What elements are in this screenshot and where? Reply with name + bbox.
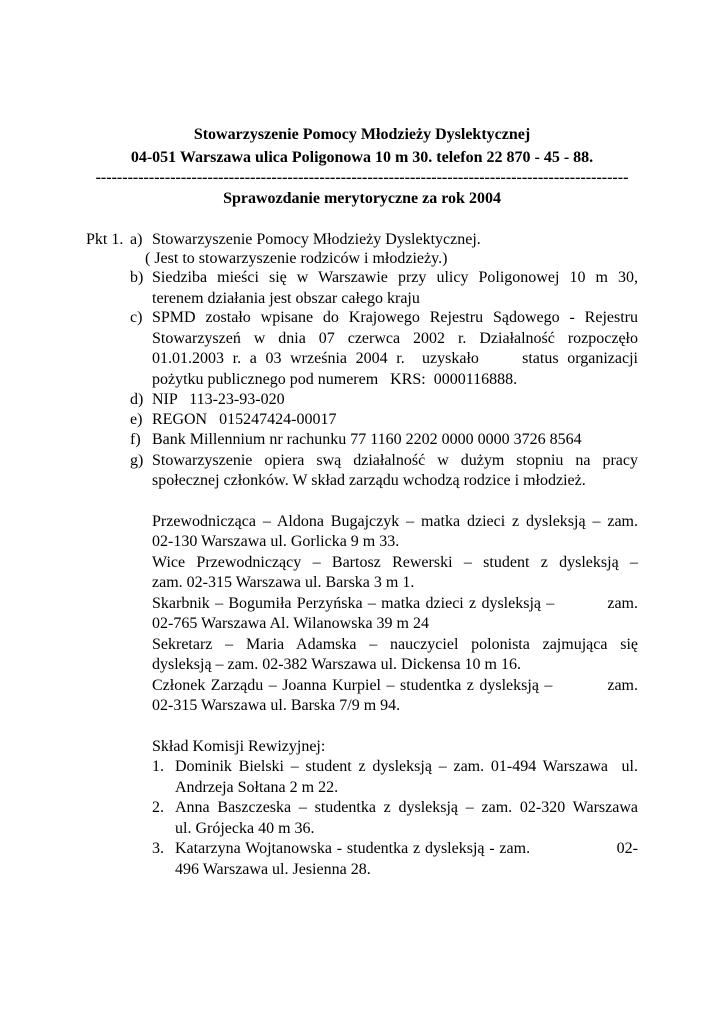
- org-name: Stowarzyszenie Pomocy Młodzieży Dyslektycznej: [193, 126, 531, 143]
- item-b-label: b): [130, 269, 144, 286]
- board-line-9: Członek Zarządu – Joanna Kurpiel – studentka z dysleksją – zam.: [152, 677, 638, 694]
- audit-item-1-num: 1.: [152, 758, 164, 775]
- audit-item-2-num: 2.: [152, 799, 164, 816]
- item-c-line4: pożytku publicznego pod numerem KRS: 0000116888.: [152, 371, 518, 388]
- org-address: 04-051 Warszawa ulica Poligonowa 10 m 30. telefon 22 870 - 45 - 88.: [130, 149, 594, 166]
- item-b-line2: terenem działania jest obszar całego kraju: [152, 290, 420, 307]
- board-line-5: Skarbnik – Bogumiła Perzyńska – matka dzieci z dysleksją – zam.: [152, 595, 638, 612]
- pkt-prefix: Pkt 1.: [86, 231, 124, 248]
- audit-item-2-line1: Anna Baszczeska – studentka z dysleksją – zam. 02-320 Warszawa: [175, 799, 638, 816]
- audit-item-1-line1: Dominik Bielski – student z dysleksją – zam. 01-494 Warszawa ul.: [175, 758, 638, 775]
- audit-item-1-line2: Andrzeja Sołtana 2 m 22.: [175, 779, 339, 796]
- item-c-line2: Stowarzyszeń w dnia 07 czerwca 2002 r. Działalność rozpoczęło: [152, 330, 638, 347]
- item-f-line1: Bank Millennium nr rachunku 77 1160 2202 0000 0000 3726 8564: [152, 431, 582, 448]
- item-e-line1: REGON 015247424-00017: [152, 411, 337, 428]
- board-line-8: dysleksją – zam. 02-382 Warszawa ul. Dickensa 10 m 16.: [152, 656, 521, 673]
- report-title: Sprawozdanie merytoryczne za rok 2004: [223, 190, 501, 207]
- item-e-label: e): [130, 411, 143, 428]
- board-line-3: Wice Przewodniczący – Bartosz Rewerski – student z dysleksją –: [152, 554, 638, 571]
- separator-line: ----------------------------------------------------------------------------------------------------: [95, 169, 629, 186]
- audit-item-3-num: 3.: [152, 840, 164, 857]
- item-c-label: c): [130, 309, 143, 326]
- item-d-line1: NIP 113-23-93-020: [152, 391, 285, 408]
- audit-item-2-line2: ul. Grójecka 40 m 36.: [175, 820, 315, 837]
- item-g-label: g): [130, 452, 144, 469]
- audit-heading: Skład Komisji Rewizyjnej:: [152, 738, 326, 755]
- audit-item-3-line1: Katarzyna Wojtanowska - studentka z dysleksją - zam. 02-: [175, 840, 638, 857]
- board-line-2: 02-130 Warszawa ul. Gorlicka 9 m 33.: [152, 533, 400, 550]
- item-d-label: d): [130, 391, 144, 408]
- audit-item-3-line2: 496 Warszawa ul. Jesienna 28.: [175, 861, 371, 878]
- board-line-1: Przewodnicząca – Aldona Bugajczyk – matka dzieci z dysleksją – zam.: [152, 513, 638, 530]
- item-g-line1: Stowarzyszenie opiera swą działalność w dużym stopniu na pracy: [152, 452, 638, 469]
- board-line-10: 02-315 Warszawa ul. Barska 7/9 m 94.: [152, 697, 401, 714]
- item-g-line2: społecznej członków. W skład zarządu wchodzą rodzice i młodzież.: [152, 472, 586, 489]
- item-a-line2: ( Jest to stowarzyszenie rodziców i młodzieży.): [145, 250, 448, 267]
- item-c-line1: SPMD zostało wpisane do Krajowego Rejestru Sądowego - Rejestru: [152, 309, 638, 326]
- item-a-line1: Stowarzyszenie Pomocy Młodzieży Dyslektycznej.: [152, 231, 481, 248]
- item-c-line3: 01.01.2003 r. a 03 września 2004 r. uzyskało status organizacji: [152, 350, 638, 367]
- board-line-7: Sekretarz – Maria Adamska – nauczyciel polonista zajmująca się: [152, 636, 638, 653]
- board-line-6: 02-765 Warszawa Al. Wilanowska 39 m 24: [152, 615, 429, 632]
- item-b-line1: Siedziba mieści się w Warszawie przy ulicy Poligonowej 10 m 30,: [152, 269, 638, 286]
- board-line-4: zam. 02-315 Warszawa ul. Barska 3 m 1.: [152, 574, 415, 591]
- item-f-label: f): [130, 431, 141, 448]
- item-a-label: a): [130, 231, 143, 248]
